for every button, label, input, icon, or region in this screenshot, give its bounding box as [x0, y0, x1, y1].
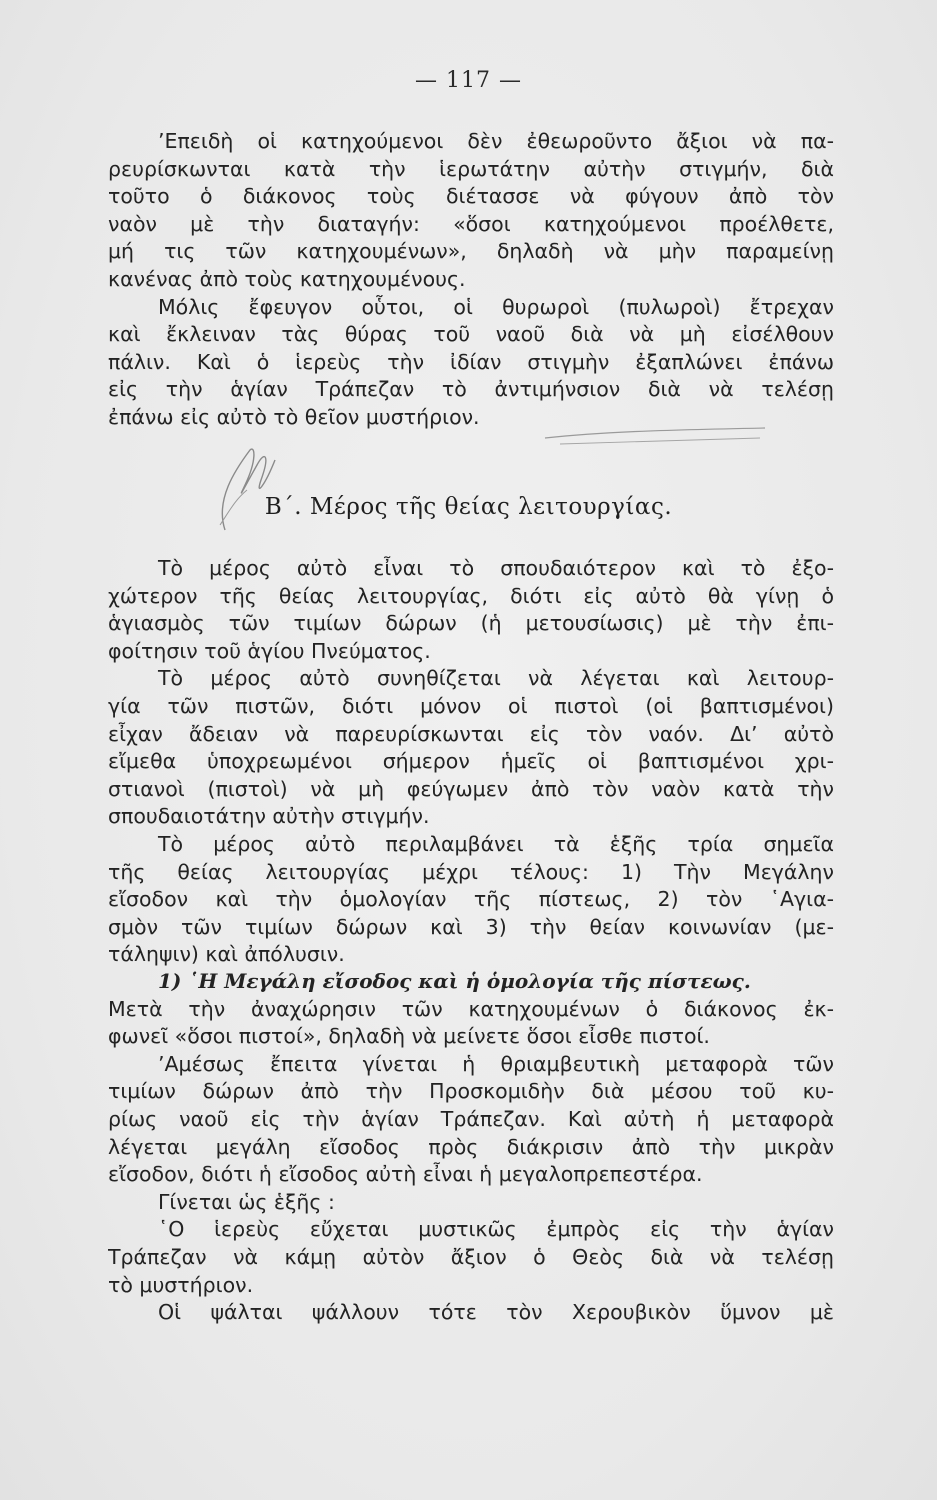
text-line: Τὸ μέρος αὐτὸ εἶναι τὸ σπουδαιότερον καὶ τὸ ἐξο- [158, 556, 834, 580]
text-line: Μόλις ἔφευγον οὗτοι, οἱ θυρωροὶ (πυλωροὶ) ἔτρεχαν [158, 294, 834, 319]
paragraph-catechumens [108, 128, 834, 432]
text-line: ἁγιασμὸς τῶν τιμίων δώρων (ἡ μετουσίωσις) μὲ τὴν ἐπι- [108, 611, 834, 636]
text-line: στιανοὶ (πιστοὶ) νὰ μὴ φεύγωμεν ἀπὸ τὸν ναὸν κατὰ τὴν [108, 776, 834, 801]
text-line: σμὸν τῶν τιμίων δώρων καὶ 3) τὴν θείαν κοινωνίαν (με- [108, 914, 834, 939]
text-line: πάλιν. Καὶ ὁ ἱερεὺς τὴν ἰδίαν στιγμὴν ἐξαπλώνει ἐπάνω [108, 349, 834, 374]
section-heading: Β΄. Μέρος τῆς θείας λειτουργίας. [264, 494, 673, 520]
text-line: εἴσοδον, διότι ἡ εἴσοδος αὐτὴ εἶναι ἡ μεγαλοπρεπεστέρα. [108, 1162, 703, 1187]
text-line: τὸ μυστήριον. [108, 1272, 254, 1297]
text-line: Γίνεται ὡς ἑξῆς : [158, 1189, 335, 1214]
text-line: σπουδαιοτάτην αὐτὴν στιγμήν. [108, 804, 430, 829]
page-number: — 117 — [415, 68, 522, 93]
text-line: καὶ ἔκλειναν τὰς θύρας τοῦ ναοῦ διὰ νὰ μὴ εἰσέλθουν [108, 322, 834, 347]
text-line: Τράπεζαν νὰ κάμῃ αὐτὸν ἄξιον ὁ Θεὸς διὰ νὰ τελέσῃ [108, 1244, 834, 1269]
text-line: τῆς θείας λειτουργίας μέχρι τέλους: 1) Τὴν Μεγάλην [108, 859, 834, 884]
text-line: ἐπάνω εἰς αὐτὸ τὸ θεῖον μυστήριον. [108, 404, 480, 429]
text-line: εἴμεθα ὑποχρεωμένοι σήμερον ἡμεῖς οἱ βαπτισμένοι χρι- [108, 749, 834, 774]
text-line: φοίτησιν τοῦ ἁγίου Πνεύματος. [108, 638, 431, 663]
text-line: ναὸν μὲ τὴν διαταγήν: «ὅσοι κατηχούμενοι προέλθετε, [108, 211, 834, 236]
text-line: εἰς τὴν ἁγίαν Τράπεζαν τὸ ἀντιμήνσιον διὰ νὰ τελέσῃ [108, 377, 834, 402]
text-line: Οἱ ψάλται ψάλλουν τότε τὸν Χερουβικὸν ὕμνον μὲ [158, 1300, 834, 1325]
text-line: ρίως ναοῦ εἰς τὴν ἁγίαν Τράπεζαν. Καὶ αὐτὴ ἡ μεταφορὰ [108, 1106, 834, 1131]
text-line: τιμίων δώρων ἀπὸ τὴν Προσκομιδὴν διὰ μέσου τοῦ κυ- [108, 1079, 834, 1104]
subsection-title: 1) ῾Η Μεγάλη εἴσοδος καὶ ἡ ὁμολογία τῆς πίστεως. [158, 969, 751, 993]
paragraph-great-entrance [108, 968, 834, 1327]
text-line: κανένας ἀπὸ τοὺς κατηχουμένους. [108, 266, 466, 291]
text-line: ρευρίσκωνται κατὰ τὴν ἱερωτάτην αὐτὴν στιγμήν, διὰ [108, 156, 834, 181]
text-line: εἶχαν ἄδειαν νὰ παρευρίσκωνται εἰς τὸν ναόν. Δι’ αὐτὸ [108, 721, 834, 746]
text-line: Τὸ μέρος αὐτὸ συνηθίζεται νὰ λέγεται καὶ λειτουρ- [158, 666, 834, 691]
text-line: γία τῶν πιστῶν, διότι μόνον οἱ πιστοὶ (οἱ βαπτισμένοι) [108, 693, 834, 718]
paragraph-liturgy-faithful [108, 555, 834, 969]
text-line: ’Αμέσως ἔπειτα γίνεται ἡ θριαμβευτικὴ μεταφορὰ τῶν [158, 1051, 834, 1076]
text-line: τάληψιν) καὶ ἀπόλυσιν. [108, 942, 345, 967]
text-line: ’Επειδὴ οἱ κατηχούμενοι δὲν ἐθεωροῦντο ἄξιοι νὰ πα- [158, 129, 834, 153]
text-line: Μετὰ τὴν ἀναχώρησιν τῶν κατηχουμένων ὁ διάκονος ἐκ- [108, 996, 834, 1021]
text-line: εἴσοδον καὶ τὴν ὁμολογίαν τῆς πίστεως, 2) τὸν ῾Αγια- [108, 887, 834, 912]
text-line: φωνεῖ «ὅσοι πιστοί», δηλαδὴ νὰ μείνετε ὅσοι εἶσθε πιστοί. [108, 1024, 710, 1049]
text-line: ῾Ο ἱερεὺς εὔχεται μυστικῶς ἐμπρὸς εἰς τὴν ἁγίαν [158, 1217, 834, 1242]
text-line: τοῦτο ὁ διάκονος τοὺς διέτασσε νὰ φύγουν ἀπὸ τὸν [108, 184, 834, 209]
text-line: λέγεται μεγάλη εἴσοδος πρὸς διάκρισιν ἀπὸ τὴν μικρὰν [108, 1134, 834, 1159]
text-line: Τὸ μέρος αὐτὸ περιλαμβάνει τὰ ἑξῆς τρία σημεῖα [158, 831, 834, 856]
text-line: μή τις τῶν κατηχουμένων», δηλαδὴ νὰ μὴν παραμείνῃ [108, 239, 834, 264]
pencil-scribble-icon [195, 430, 295, 540]
text-line: χώτερον τῆς θείας λειτουργίας, διότι εἰς αὐτὸ θὰ γίνῃ ὁ [108, 583, 834, 608]
